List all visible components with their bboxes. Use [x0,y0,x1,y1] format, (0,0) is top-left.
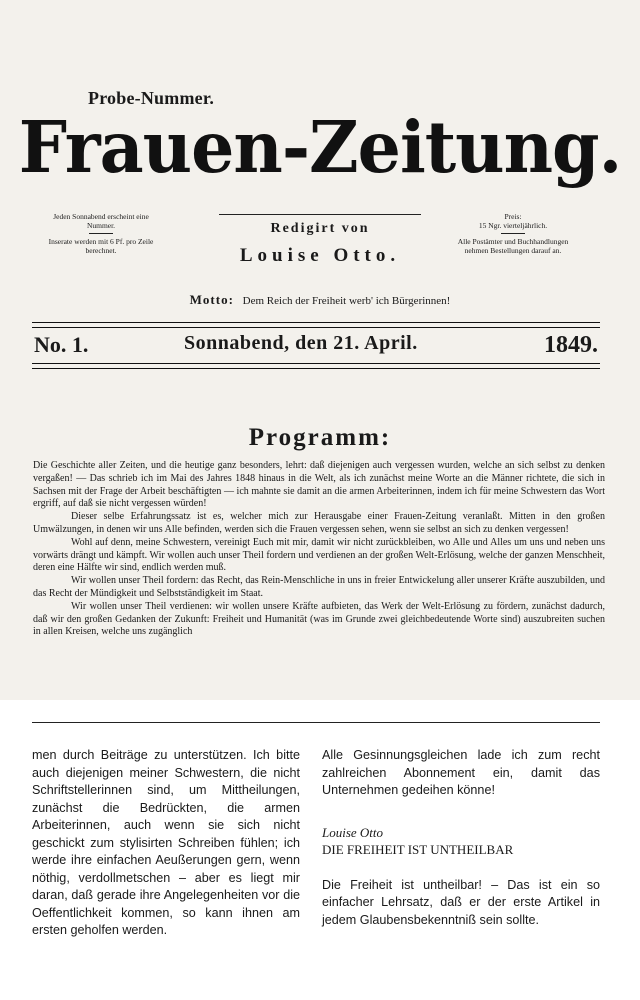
issue-bottom-rule [32,363,600,369]
transcription-paragraph: men durch Beiträge zu unterstützen. Ich bitte auch diejenigen meiner Schwestern, die nicht Schriftstellerinnen sind, um Mittheilungen, zunächst die Bedrückten, die armen Arbeiterinnen, auch wenn sie sich nicht geschickt zum stylisirten Schreiben fühlen; ich werde ihre einfachen Aeußerungen gern, wenn nöthig, verdollmetschen – aber es liegt mir daran, daß gerade ihre Angelegenheiten vor die Oeffentlichkeit kommen, so kann ihnen am ersten geholfen werden. [32,748,300,937]
article-author: Louise Otto [322,824,384,840]
transcription-paragraph: Die Freiheit ist untheilbar! – Das ist ein so einfacher Lehrsatz, daß er der erste Artikel in jedem Glaubensbekenntniß sein sollte. [322,877,600,927]
issue-year: 1849. [544,332,598,358]
redigirt-label: Redigirt von [270,221,370,236]
issue-date: Sonnabend, den 21. April. [184,332,418,354]
issue-line [32,328,600,364]
publication-frequency: Jeden Sonnabend erscheint eine Nummer. [53,212,149,230]
motto-label: Motto: [189,292,234,307]
price-label: Preis: [504,212,522,221]
editor-name: Louise Otto. [239,245,401,266]
motto-text: Dem Reich der Freiheit werb' ich Bürgerinnen! [242,295,451,307]
editor-top-rule [219,214,421,215]
issue-number: No. 1. [34,332,89,357]
note-divider [89,233,113,234]
price-value: 15 Ngr. vierteljährlich. [478,221,548,230]
note-divider [501,233,525,234]
motto-line [0,292,640,308]
program-heading: Programm: [248,424,392,451]
program-paragraph: Wir wollen unser Theil fordern: das Recht, das Rein-Menschliche in uns in freier Entwickelung aller unserer Kräfte auszubilden, und das Recht der Mündigkeit und Selbstständigkeit im Staat. [33,575,605,599]
publication-note-right [448,212,578,255]
program-paragraph: Dieser selbe Erfahrungssatz ist es, welcher mich zur Herausgabe einer Frauen-Zeitung veranlaßt. Mitten in den großen Umwälzungen, in denen wir uns Alle befinden, werden sich die Frauen vergessen sehen, wenn sie selbst an sich zu denken vergessen! [33,511,605,535]
probe-number-label: Probe-Nummer. [88,88,215,108]
transcription-column-left [32,747,300,940]
program-paragraph: Die Geschichte aller Zeiten, und die heutige ganz besonders, lehrt: daß diejenigen auch vergessen wurden, welche an sich selbst zu denken vergaßen! — Das schrieb ich im Mai des Jahres 1848 hinaus in die Welt, als ich zunächst meine Worte an die Männer richtete, die sich in Sachsen mit der Frage der Arbeit beschäftigten — ich mahnte sie damit an die armen Arbeiterinnen, indem ich für meine Schwestern das Wort ergriff, auf daß sie nicht vergessen würden! [33,460,605,510]
masthead-title: Frauen-Zeitung. [18,106,622,190]
transcription-column-right [322,747,600,929]
program-text [33,460,605,639]
publication-note-left [42,212,160,255]
section-divider [32,722,600,723]
program-paragraph: Wir wollen unser Theil verdienen: wir wollen unsere Kräfte aufbieten, das Werk der Welt-Erlösung zu fördern, zunächst dadurch, daß wir den großen Gedanken der Zukunft: Freiheit und Humanität (was im Grunde zwei gleichbedeutende Worte sind) auszubreiten suchen in allen Kreisen, welche uns zugänglich [33,600,605,638]
advert-rates: Inserate werden mit 6 Pf. pro Zeile berechnet. [48,237,154,255]
subscription-note: Alle Postämter und Buchhandlungen nehmen Bestellungen darauf an. [457,237,569,255]
editor-block [205,214,435,267]
program-paragraph: Wohl auf denn, meine Schwestern, vereinigt Euch mit mir, damit wir nicht zurückbleiben, wo Alle und Alles um uns und neben uns vorwärts drängt und kämpft. Wir wollen auch unser Theil fordern und verdienen an der großen Welt-Erlösung, welche der ganzen Menschheit, deren eine Hälfte wir sind, endlich werden muß. [33,536,605,574]
article-title: DIE FREIHEIT IST UNTHEILBAR [322,842,514,857]
transcription-paragraph: Alle Gesinnungsgleichen lade ich zum recht zahlreichen Abonnement ein, damit das Unternehmen gedeihen könne! [322,748,600,797]
